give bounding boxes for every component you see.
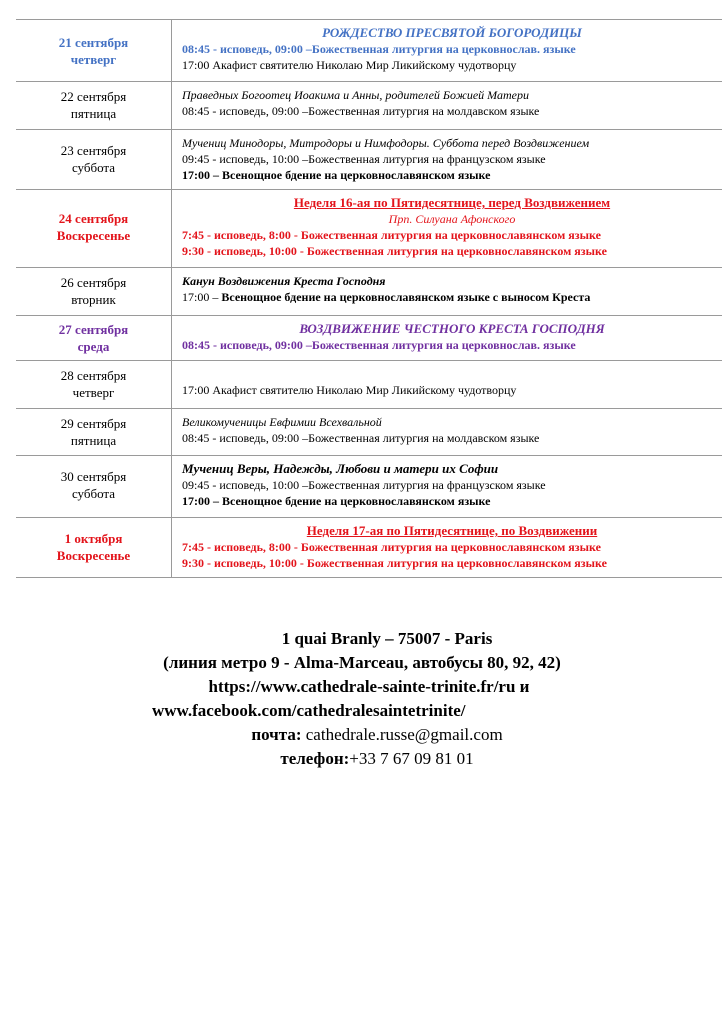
- email-link[interactable]: cathedrale.russe@gmail.com: [301, 725, 503, 744]
- contact-block: [0, 627, 724, 771]
- date-label: 1 октября: [64, 531, 123, 546]
- schedule-table: [16, 19, 722, 578]
- feast-title: Неделя 16-ая по Пятидесятнице, перед Воздвижением: [293, 195, 611, 210]
- table-row: [16, 190, 722, 268]
- service-line: 09:45 - исповедь, 10:00 –Божественная литургия на французском языке: [182, 152, 546, 166]
- date-cell: [16, 361, 172, 409]
- service-cell: [172, 130, 723, 190]
- service-time: 17:00 –: [182, 290, 222, 304]
- date-cell: [16, 316, 172, 361]
- service-line: 17:00 Акафист святителю Николаю Мир Ликийскому чудотворцу: [182, 58, 517, 72]
- service-line: 17:00 – Всенощное бдение на церковнославянском языке: [182, 168, 491, 182]
- phone-number: +33 7 67 09 81 01: [349, 749, 474, 768]
- date-label: 29 сентября: [60, 416, 127, 431]
- service-cell: [172, 361, 723, 409]
- weekday-label: пятница: [70, 433, 117, 448]
- service-line: 9:30 - исповедь, 10:00 - Божественная литургия на церковнославянском языке: [182, 244, 607, 258]
- table-row: [16, 316, 722, 361]
- service-line: 08:45 - исповедь, 09:00 –Божественная литургия на молдавском языке: [182, 104, 540, 118]
- table-row: [16, 518, 722, 578]
- service-line: 08:45 - исповедь, 09:00 –Божественная литургия на молдавском языке: [182, 431, 540, 445]
- date-label: 21 сентября: [58, 35, 129, 50]
- table-row: [16, 456, 722, 518]
- saint-line: Великомученицы Евфимии Всехвальной: [182, 415, 382, 429]
- service-line: 17:00 – Всенощное бдение на церковнославянском языке: [182, 494, 491, 508]
- weekday-label: суббота: [71, 160, 116, 175]
- service-cell: [172, 268, 723, 316]
- date-cell: [16, 82, 172, 130]
- service-cell: [172, 316, 723, 361]
- saint-line: Праведных Богоотец Иоакима и Анны, родителей Божией Матери: [182, 88, 529, 102]
- date-label: 24 сентября: [58, 211, 129, 226]
- service-text: Всенощное бдение на церковнославянском языке с выносом Креста: [221, 290, 591, 304]
- weekday-label: пятница: [70, 106, 117, 121]
- phone-label: телефон:: [280, 749, 350, 768]
- weekday-label: четверг: [72, 385, 115, 400]
- table-row: [16, 82, 722, 130]
- date-cell: [16, 409, 172, 456]
- date-label: 30 сентября: [60, 469, 127, 484]
- table-row: [16, 361, 722, 409]
- date-label: 26 сентября: [60, 275, 127, 290]
- weekday-label: Воскресенье: [56, 548, 131, 563]
- feast-title: РОЖДЕСТВО ПРЕСВЯТОЙ БОГОРОДИЦЫ: [322, 25, 582, 40]
- service-line: 17:00 Акафист святителю Николаю Мир Ликийскому чудотворцу: [182, 383, 517, 397]
- weekday-label: среда: [77, 339, 110, 354]
- website-link[interactable]: https://www.cathedrale-sainte-trinite.fr/ru и: [208, 677, 530, 696]
- phone-line: [0, 747, 724, 771]
- service-cell: [172, 190, 723, 268]
- feast-title: Неделя 17-ая по Пятидесятнице, по Воздвижении: [306, 523, 598, 538]
- date-cell: [16, 130, 172, 190]
- metro-line: (линия метро 9 - Alma-Marceau, автобусы 80, 92, 42): [163, 653, 561, 672]
- table-row: [16, 268, 722, 316]
- saint-line: Мучениц Веры, Надежды, Любови и матери их Софии: [182, 461, 499, 476]
- date-label: 23 сентября: [60, 143, 127, 158]
- weekday-label: вторник: [71, 292, 116, 307]
- email-label: почта:: [251, 725, 302, 744]
- facebook-link[interactable]: www.facebook.com/cathedralesaintetrinite/: [152, 701, 466, 720]
- service-line: 7:45 - исповедь, 8:00 - Божественная литургия на церковнославянском языке: [182, 540, 601, 554]
- weekday-label: Воскресенье: [56, 228, 131, 243]
- table-row: [16, 20, 722, 82]
- service-line: 08:45 - исповедь, 09:00 –Божественная литургия на церковнослав. языке: [182, 42, 576, 56]
- weekday-label: суббота: [71, 486, 116, 501]
- service-cell: [172, 20, 723, 82]
- date-cell: [16, 268, 172, 316]
- service-line: 08:45 - исповедь, 09:00 –Божественная литургия на церковнослав. языке: [182, 338, 576, 352]
- address-line: 1 quai Branly – 75007 - Paris: [281, 629, 493, 648]
- saint-line: Прп. Силуана Афонского: [388, 212, 516, 226]
- service-line: [182, 289, 722, 305]
- weekday-label: четверг: [70, 52, 117, 67]
- service-line: 9:30 - исповедь, 10:00 - Божественная литургия на церковнославянском языке: [182, 556, 607, 570]
- saint-line: Канун Воздвижения Креста Господня: [182, 274, 386, 288]
- service-cell: [172, 456, 723, 518]
- date-cell: [16, 20, 172, 82]
- date-label: 28 сентября: [60, 368, 127, 383]
- date-label: 27 сентября: [58, 322, 129, 337]
- service-cell: [172, 518, 723, 578]
- table-row: [16, 130, 722, 190]
- date-cell: [16, 190, 172, 268]
- date-cell: [16, 456, 172, 518]
- service-cell: [172, 82, 723, 130]
- service-line: 09:45 - исповедь, 10:00 –Божественная литургия на французском языке: [182, 478, 546, 492]
- date-label: 22 сентября: [60, 89, 127, 104]
- email-line: [0, 723, 724, 747]
- table-row: [16, 409, 722, 456]
- date-cell: [16, 518, 172, 578]
- service-cell: [172, 409, 723, 456]
- feast-title: ВОЗДВИЖЕНИЕ ЧЕСТНОГО КРЕСТА ГОСПОДНЯ: [299, 321, 605, 336]
- saint-line: Мучениц Минодоры, Митродоры и Нимфодоры. Суббота перед Воздвижением: [182, 136, 590, 150]
- service-line: 7:45 - исповедь, 8:00 - Божественная литургия на церковнославянском языке: [182, 228, 601, 242]
